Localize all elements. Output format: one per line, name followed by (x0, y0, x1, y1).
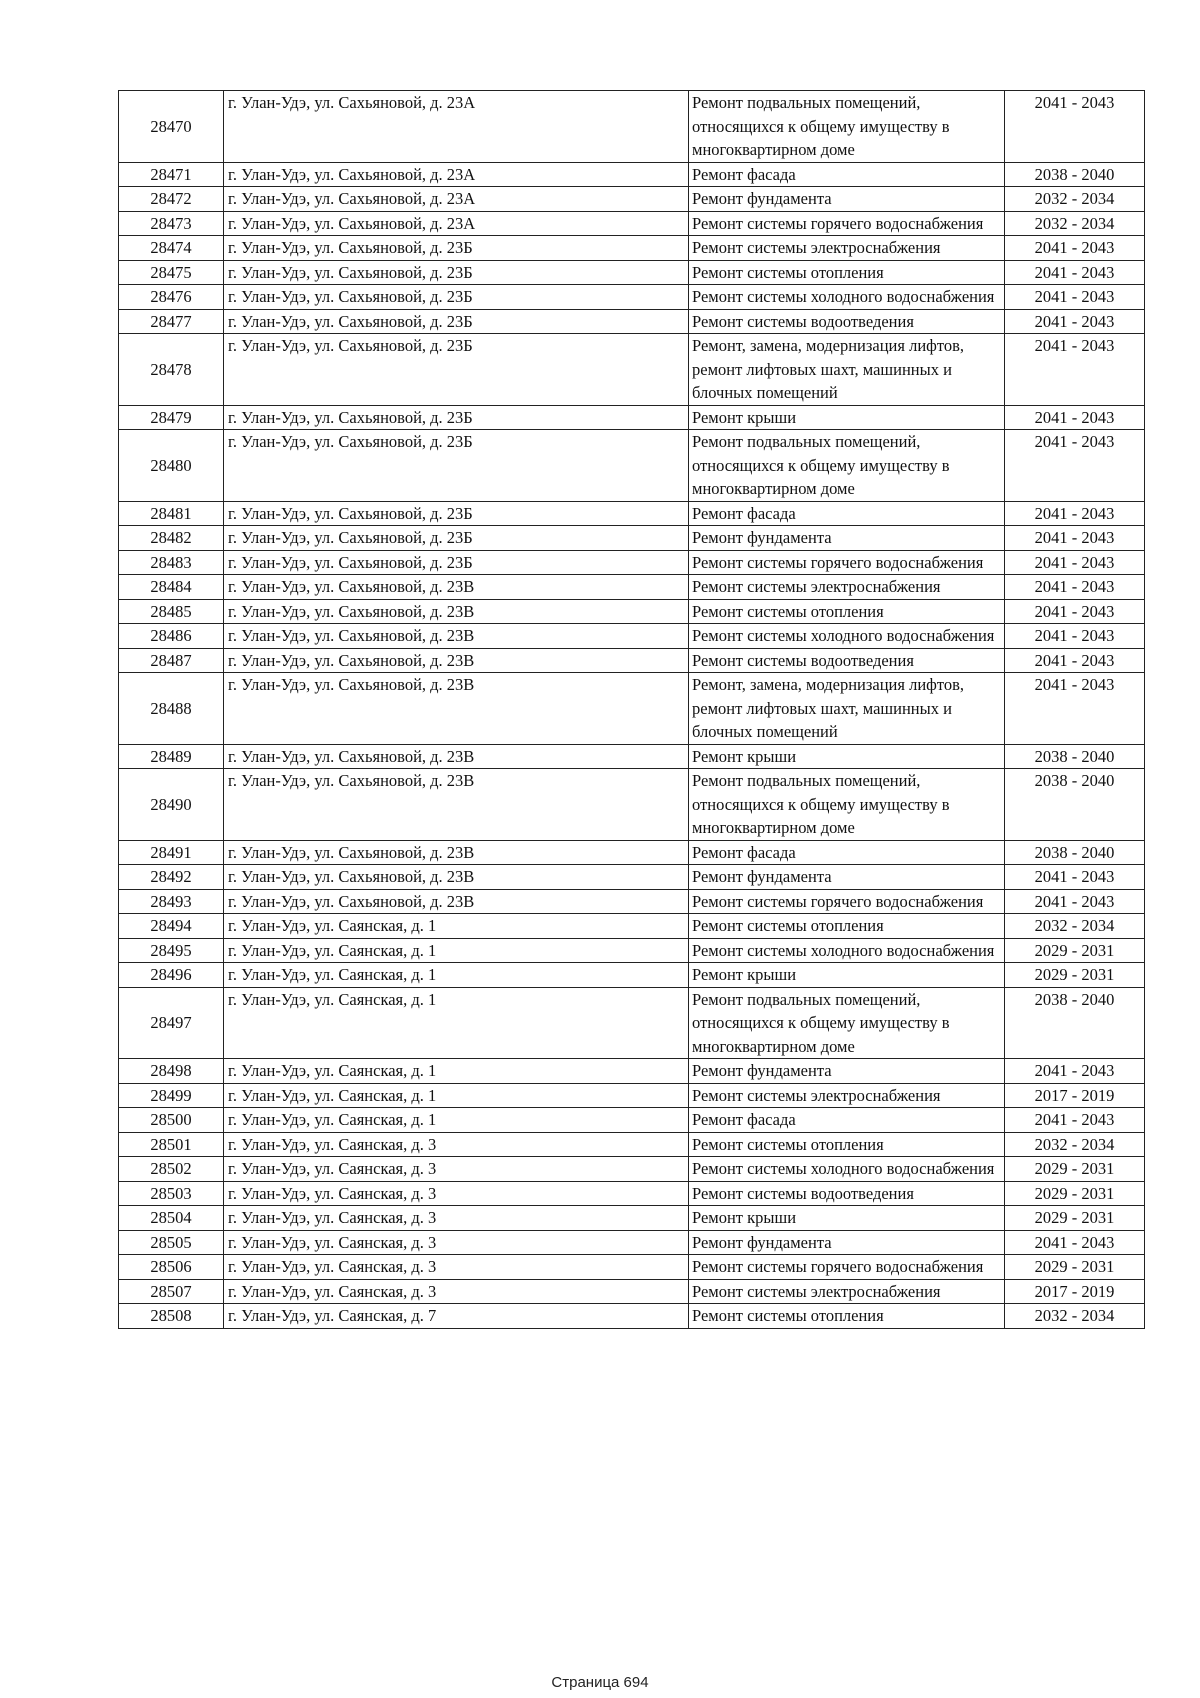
work-type-cell: Ремонт крыши (689, 744, 1005, 769)
row-number-cell: 28473 (119, 211, 224, 236)
work-type-cell: Ремонт системы отопления (689, 260, 1005, 285)
period-cell: 2041 - 2043 (1005, 599, 1145, 624)
table-row (119, 211, 1145, 236)
address-cell: г. Улан-Удэ, ул. Сахьяновой, д. 23Б (224, 236, 689, 261)
schedule-table (118, 90, 1145, 1329)
row-number-cell: 28501 (119, 1132, 224, 1157)
address-cell: г. Улан-Удэ, ул. Сахьяновой, д. 23В (224, 744, 689, 769)
address-cell: г. Улан-Удэ, ул. Саянская, д. 3 (224, 1230, 689, 1255)
period-cell: 2017 - 2019 (1005, 1083, 1145, 1108)
row-number-cell: 28493 (119, 889, 224, 914)
period-cell: 2041 - 2043 (1005, 260, 1145, 285)
work-type-cell: Ремонт системы горячего водоснабжения (689, 889, 1005, 914)
work-type-cell: Ремонт системы отопления (689, 1132, 1005, 1157)
address-cell: г. Улан-Удэ, ул. Сахьяновой, д. 23В (224, 648, 689, 673)
address-cell: г. Улан-Удэ, ул. Сахьяновой, д. 23А (224, 187, 689, 212)
row-number-cell: 28478 (119, 334, 224, 406)
row-number-cell: 28470 (119, 91, 224, 163)
address-cell: г. Улан-Удэ, ул. Сахьяновой, д. 23Б (224, 405, 689, 430)
row-number-cell: 28487 (119, 648, 224, 673)
address-cell: г. Улан-Удэ, ул. Саянская, д. 1 (224, 1059, 689, 1084)
period-cell: 2029 - 2031 (1005, 938, 1145, 963)
period-cell: 2032 - 2034 (1005, 1304, 1145, 1329)
work-type-cell: Ремонт подвальных помещений, относящихся к общему имуществу в многоквартирном доме (689, 430, 1005, 502)
period-cell: 2038 - 2040 (1005, 769, 1145, 841)
work-type-cell: Ремонт системы холодного водоснабжения (689, 624, 1005, 649)
table-row (119, 550, 1145, 575)
address-cell: г. Улан-Удэ, ул. Сахьяновой, д. 23Б (224, 550, 689, 575)
address-cell: г. Улан-Удэ, ул. Саянская, д. 3 (224, 1255, 689, 1280)
address-cell: г. Улан-Удэ, ул. Саянская, д. 3 (224, 1157, 689, 1182)
row-number-cell: 28481 (119, 501, 224, 526)
row-number-cell: 28496 (119, 963, 224, 988)
period-cell: 2041 - 2043 (1005, 673, 1145, 745)
table-row (119, 1230, 1145, 1255)
work-type-cell: Ремонт системы холодного водоснабжения (689, 938, 1005, 963)
period-cell: 2041 - 2043 (1005, 865, 1145, 890)
period-cell: 2029 - 2031 (1005, 963, 1145, 988)
address-cell: г. Улан-Удэ, ул. Сахьяновой, д. 23В (224, 575, 689, 600)
address-cell: г. Улан-Удэ, ул. Сахьяновой, д. 23В (224, 599, 689, 624)
table-row (119, 501, 1145, 526)
address-cell: г. Улан-Удэ, ул. Саянская, д. 3 (224, 1279, 689, 1304)
address-cell: г. Улан-Удэ, ул. Саянская, д. 1 (224, 938, 689, 963)
table-row (119, 865, 1145, 890)
table-row (119, 840, 1145, 865)
address-cell: г. Улан-Удэ, ул. Сахьяновой, д. 23В (224, 840, 689, 865)
row-number-cell: 28472 (119, 187, 224, 212)
table-row (119, 1059, 1145, 1084)
work-type-cell: Ремонт системы водоотведения (689, 648, 1005, 673)
period-cell: 2041 - 2043 (1005, 91, 1145, 163)
period-cell: 2041 - 2043 (1005, 1059, 1145, 1084)
row-number-cell: 28492 (119, 865, 224, 890)
address-cell: г. Улан-Удэ, ул. Сахьяновой, д. 23В (224, 865, 689, 890)
row-number-cell: 28474 (119, 236, 224, 261)
row-number-cell: 28507 (119, 1279, 224, 1304)
address-cell: г. Улан-Удэ, ул. Саянская, д. 1 (224, 914, 689, 939)
table-row (119, 285, 1145, 310)
page-number: Страница 694 (551, 1674, 649, 1691)
address-cell: г. Улан-Удэ, ул. Сахьяновой, д. 23А (224, 91, 689, 163)
row-number-cell: 28499 (119, 1083, 224, 1108)
address-cell: г. Улан-Удэ, ул. Сахьяновой, д. 23Б (224, 526, 689, 551)
period-cell: 2041 - 2043 (1005, 1108, 1145, 1133)
work-type-cell: Ремонт крыши (689, 1206, 1005, 1231)
period-cell: 2041 - 2043 (1005, 501, 1145, 526)
table-row (119, 1279, 1145, 1304)
period-cell: 2038 - 2040 (1005, 840, 1145, 865)
row-number-cell: 28477 (119, 309, 224, 334)
table-row (119, 673, 1145, 745)
row-number-cell: 28498 (119, 1059, 224, 1084)
period-cell: 2041 - 2043 (1005, 309, 1145, 334)
row-number-cell: 28486 (119, 624, 224, 649)
row-number-cell: 28495 (119, 938, 224, 963)
schedule-table-body (119, 91, 1145, 1329)
work-type-cell: Ремонт системы водоотведения (689, 1181, 1005, 1206)
work-type-cell: Ремонт фасада (689, 840, 1005, 865)
table-row (119, 1304, 1145, 1329)
table-row (119, 526, 1145, 551)
table-row (119, 938, 1145, 963)
work-type-cell: Ремонт, замена, модернизация лифтов, ремонт лифтовых шахт, машинных и блочных помещений (689, 334, 1005, 406)
address-cell: г. Улан-Удэ, ул. Саянская, д. 1 (224, 987, 689, 1059)
address-cell: г. Улан-Удэ, ул. Сахьяновой, д. 23А (224, 162, 689, 187)
work-type-cell: Ремонт системы отопления (689, 1304, 1005, 1329)
table-row (119, 334, 1145, 406)
row-number-cell: 28471 (119, 162, 224, 187)
work-type-cell: Ремонт подвальных помещений, относящихся к общему имуществу в многоквартирном доме (689, 987, 1005, 1059)
work-type-cell: Ремонт фундамента (689, 187, 1005, 212)
address-cell: г. Улан-Удэ, ул. Сахьяновой, д. 23Б (224, 260, 689, 285)
row-number-cell: 28483 (119, 550, 224, 575)
table-row (119, 1157, 1145, 1182)
period-cell: 2041 - 2043 (1005, 430, 1145, 502)
address-cell: г. Улан-Удэ, ул. Сахьяновой, д. 23Б (224, 430, 689, 502)
table-row (119, 914, 1145, 939)
row-number-cell: 28503 (119, 1181, 224, 1206)
row-number-cell: 28475 (119, 260, 224, 285)
table-row (119, 769, 1145, 841)
row-number-cell: 28494 (119, 914, 224, 939)
work-type-cell: Ремонт фасада (689, 162, 1005, 187)
row-number-cell: 28489 (119, 744, 224, 769)
period-cell: 2032 - 2034 (1005, 211, 1145, 236)
work-type-cell: Ремонт фасада (689, 501, 1005, 526)
table-row (119, 260, 1145, 285)
row-number-cell: 28484 (119, 575, 224, 600)
work-type-cell: Ремонт крыши (689, 405, 1005, 430)
row-number-cell: 28502 (119, 1157, 224, 1182)
period-cell: 2029 - 2031 (1005, 1206, 1145, 1231)
work-type-cell: Ремонт системы горячего водоснабжения (689, 550, 1005, 575)
period-cell: 2041 - 2043 (1005, 285, 1145, 310)
work-type-cell: Ремонт системы отопления (689, 599, 1005, 624)
work-type-cell: Ремонт крыши (689, 963, 1005, 988)
address-cell: г. Улан-Удэ, ул. Сахьяновой, д. 23В (224, 889, 689, 914)
period-cell: 2041 - 2043 (1005, 648, 1145, 673)
period-cell: 2041 - 2043 (1005, 334, 1145, 406)
period-cell: 2041 - 2043 (1005, 405, 1145, 430)
row-number-cell: 28476 (119, 285, 224, 310)
work-type-cell: Ремонт системы электроснабжения (689, 1083, 1005, 1108)
work-type-cell: Ремонт системы горячего водоснабжения (689, 1255, 1005, 1280)
work-type-cell: Ремонт, замена, модернизация лифтов, ремонт лифтовых шахт, машинных и блочных помещений (689, 673, 1005, 745)
table-row (119, 1206, 1145, 1231)
address-cell: г. Улан-Удэ, ул. Саянская, д. 1 (224, 963, 689, 988)
table-row (119, 987, 1145, 1059)
period-cell: 2041 - 2043 (1005, 550, 1145, 575)
work-type-cell: Ремонт системы водоотведения (689, 309, 1005, 334)
row-number-cell: 28500 (119, 1108, 224, 1133)
table-row (119, 648, 1145, 673)
address-cell: г. Улан-Удэ, ул. Сахьяновой, д. 23В (224, 673, 689, 745)
table-row (119, 599, 1145, 624)
address-cell: г. Улан-Удэ, ул. Сахьяновой, д. 23Б (224, 501, 689, 526)
period-cell: 2041 - 2043 (1005, 575, 1145, 600)
table-row (119, 187, 1145, 212)
table-row (119, 236, 1145, 261)
period-cell: 2017 - 2019 (1005, 1279, 1145, 1304)
row-number-cell: 28504 (119, 1206, 224, 1231)
period-cell: 2029 - 2031 (1005, 1255, 1145, 1280)
work-type-cell: Ремонт системы горячего водоснабжения (689, 211, 1005, 236)
period-cell: 2038 - 2040 (1005, 744, 1145, 769)
row-number-cell: 28497 (119, 987, 224, 1059)
address-cell: г. Улан-Удэ, ул. Сахьяновой, д. 23В (224, 769, 689, 841)
period-cell: 2038 - 2040 (1005, 162, 1145, 187)
row-number-cell: 28505 (119, 1230, 224, 1255)
work-type-cell: Ремонт фундамента (689, 865, 1005, 890)
period-cell: 2038 - 2040 (1005, 987, 1145, 1059)
table-row (119, 405, 1145, 430)
work-type-cell: Ремонт системы электроснабжения (689, 575, 1005, 600)
table-row (119, 1181, 1145, 1206)
table-row (119, 309, 1145, 334)
period-cell: 2029 - 2031 (1005, 1157, 1145, 1182)
table-row (119, 162, 1145, 187)
address-cell: г. Улан-Удэ, ул. Сахьяновой, д. 23А (224, 211, 689, 236)
period-cell: 2041 - 2043 (1005, 624, 1145, 649)
period-cell: 2032 - 2034 (1005, 914, 1145, 939)
address-cell: г. Улан-Удэ, ул. Сахьяновой, д. 23В (224, 624, 689, 649)
period-cell: 2032 - 2034 (1005, 187, 1145, 212)
table-row (119, 744, 1145, 769)
table-row (119, 575, 1145, 600)
address-cell: г. Улан-Удэ, ул. Саянская, д. 1 (224, 1083, 689, 1108)
address-cell: г. Улан-Удэ, ул. Сахьяновой, д. 23Б (224, 285, 689, 310)
table-row (119, 1083, 1145, 1108)
table-row (119, 963, 1145, 988)
address-cell: г. Улан-Удэ, ул. Сахьяновой, д. 23Б (224, 309, 689, 334)
address-cell: г. Улан-Удэ, ул. Саянская, д. 7 (224, 1304, 689, 1329)
work-type-cell: Ремонт системы электроснабжения (689, 236, 1005, 261)
row-number-cell: 28506 (119, 1255, 224, 1280)
period-cell: 2041 - 2043 (1005, 1230, 1145, 1255)
row-number-cell: 28508 (119, 1304, 224, 1329)
table-row (119, 430, 1145, 502)
address-cell: г. Улан-Удэ, ул. Саянская, д. 3 (224, 1132, 689, 1157)
row-number-cell: 28485 (119, 599, 224, 624)
period-cell: 2041 - 2043 (1005, 889, 1145, 914)
row-number-cell: 28491 (119, 840, 224, 865)
row-number-cell: 28480 (119, 430, 224, 502)
row-number-cell: 28479 (119, 405, 224, 430)
work-type-cell: Ремонт подвальных помещений, относящихся к общему имуществу в многоквартирном доме (689, 769, 1005, 841)
work-type-cell: Ремонт системы холодного водоснабжения (689, 285, 1005, 310)
address-cell: г. Улан-Удэ, ул. Сахьяновой, д. 23Б (224, 334, 689, 406)
row-number-cell: 28488 (119, 673, 224, 745)
work-type-cell: Ремонт системы отопления (689, 914, 1005, 939)
period-cell: 2029 - 2031 (1005, 1181, 1145, 1206)
table-row (119, 91, 1145, 163)
table-row (119, 1108, 1145, 1133)
table-row (119, 1255, 1145, 1280)
period-cell: 2032 - 2034 (1005, 1132, 1145, 1157)
work-type-cell: Ремонт фасада (689, 1108, 1005, 1133)
row-number-cell: 28482 (119, 526, 224, 551)
row-number-cell: 28490 (119, 769, 224, 841)
table-row (119, 889, 1145, 914)
period-cell: 2041 - 2043 (1005, 236, 1145, 261)
address-cell: г. Улан-Удэ, ул. Саянская, д. 3 (224, 1206, 689, 1231)
work-type-cell: Ремонт подвальных помещений, относящихся к общему имуществу в многоквартирном доме (689, 91, 1005, 163)
table-row (119, 624, 1145, 649)
address-cell: г. Улан-Удэ, ул. Саянская, д. 3 (224, 1181, 689, 1206)
table-row (119, 1132, 1145, 1157)
address-cell: г. Улан-Удэ, ул. Саянская, д. 1 (224, 1108, 689, 1133)
work-type-cell: Ремонт фундамента (689, 526, 1005, 551)
work-type-cell: Ремонт фундамента (689, 1059, 1005, 1084)
work-type-cell: Ремонт системы холодного водоснабжения (689, 1157, 1005, 1182)
work-type-cell: Ремонт системы электроснабжения (689, 1279, 1005, 1304)
work-type-cell: Ремонт фундамента (689, 1230, 1005, 1255)
period-cell: 2041 - 2043 (1005, 526, 1145, 551)
